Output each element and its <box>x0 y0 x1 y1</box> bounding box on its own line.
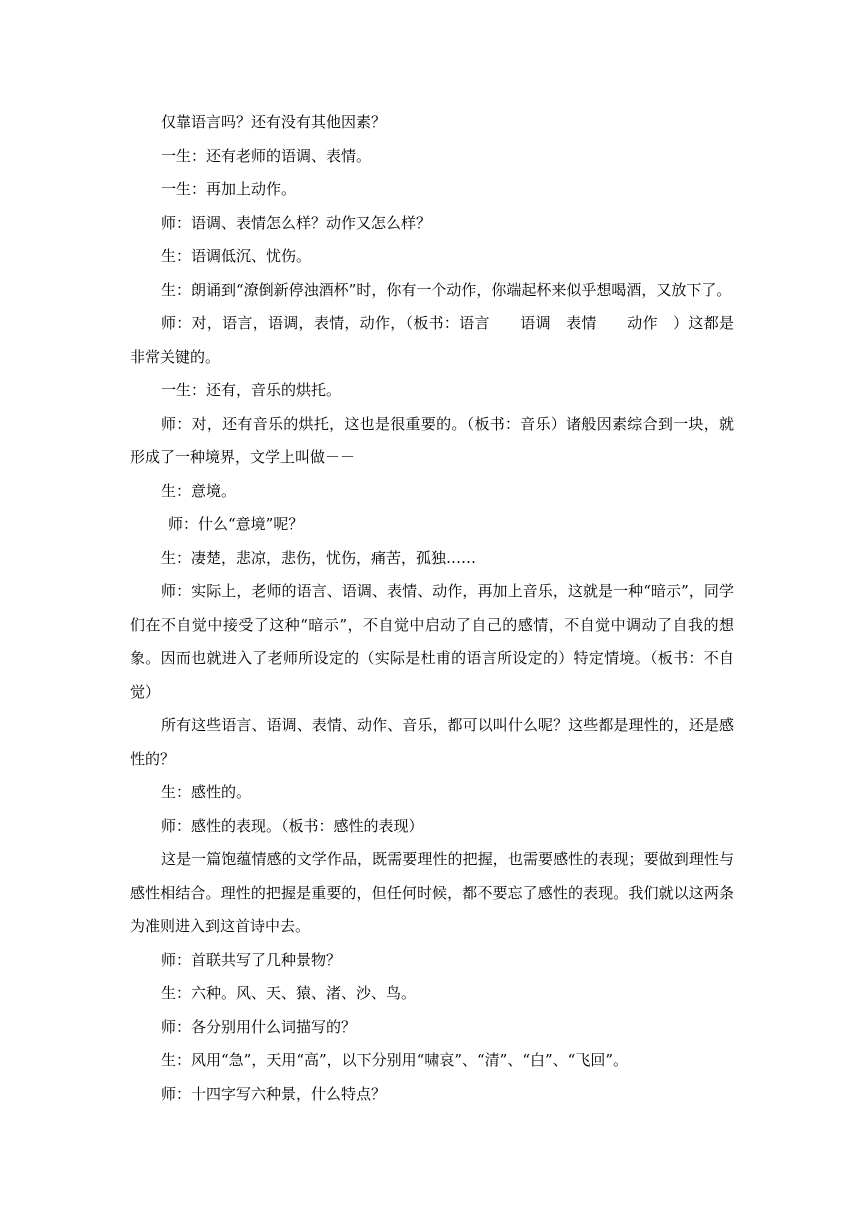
document-body <box>130 106 734 1111</box>
paragraph-10: 生：意境。 <box>161 481 237 500</box>
paragraph-2: 一生：还有老师的语调、表情。 <box>161 146 372 165</box>
paragraph-17: 这是一篇饱蕴情感的文学作品，既需要理性的把握，也需要感性的表现；要做到理性与感性相结合。理性的把握是重要的，但任何时候，都不要忘了感性的表现。我们就以这两条为准则进入到这首诗中去。 <box>130 850 734 935</box>
paragraph-16: 师：感性的表现。（板书：感性的表现） <box>161 816 424 835</box>
paragraph-11: 师：什么“意境”呢？ <box>168 515 304 533</box>
paragraph-4: 师：语调、表情怎么样？动作又怎么样？ <box>161 213 432 232</box>
paragraph-1: 仅靠语言吗？还有没有其他因素？ <box>161 113 387 131</box>
paragraph-13: 师：实际上，老师的语言、语调、表情、动作，再加上音乐，这就是一种“暗示”，同学们在不自觉中接受了这种“暗示”，不自觉中启动了自己的感情，不自觉中调动了自我的想象。因而也就进入了老师所设定的（实际是杜甫的语言所设定的）特定情境。（板书：不自觉） <box>130 582 734 701</box>
paragraph-6: 生：朗诵到“潦倒新停浊酒杯”时，你有一个动作，你端起杯来似乎想喝酒，又放下了。 <box>161 280 732 299</box>
paragraph-3: 一生：再加上动作。 <box>161 180 297 198</box>
paragraph-20: 师：各分别用什么词描写的？ <box>161 1017 357 1036</box>
paragraph-14: 所有这些语言、语调、表情、动作、音乐，都可以叫什么呢？这些都是理性的，还是感性的？ <box>130 716 734 768</box>
paragraph-9: 师：对，还有音乐的烘托，这也是很重要的。（板书：音乐）诸般因素综合到一块，就形成了一种境界，文学上叫做－－ <box>130 414 734 466</box>
paragraph-18: 师：首联共写了几种景物？ <box>161 950 342 969</box>
paragraph-8: 一生：还有，音乐的烘托。 <box>161 381 342 399</box>
paragraph-22: 师：十四字写六种景，什么特点？ <box>161 1084 387 1103</box>
paragraph-19: 生：六种。风、天、猿、渚、沙、鸟。 <box>161 984 417 1002</box>
paragraph-21: 生：风用“急”，天用“高”，以下分别用“啸哀”、“清”、“白”、“飞回”。 <box>161 1051 629 1069</box>
paragraph-15: 生：感性的。 <box>161 783 252 801</box>
paragraph-5: 生：语调低沉、忧伤。 <box>161 247 312 265</box>
paragraph-7: 师：对，语言，语调，表情，动作，（板书：语言 语调 表情 动作 ）这都是非常关键的。 <box>130 314 734 366</box>
paragraph-12: 生：凄楚，悲凉，悲伤，忧伤，痛苦，孤独…… <box>161 548 477 567</box>
